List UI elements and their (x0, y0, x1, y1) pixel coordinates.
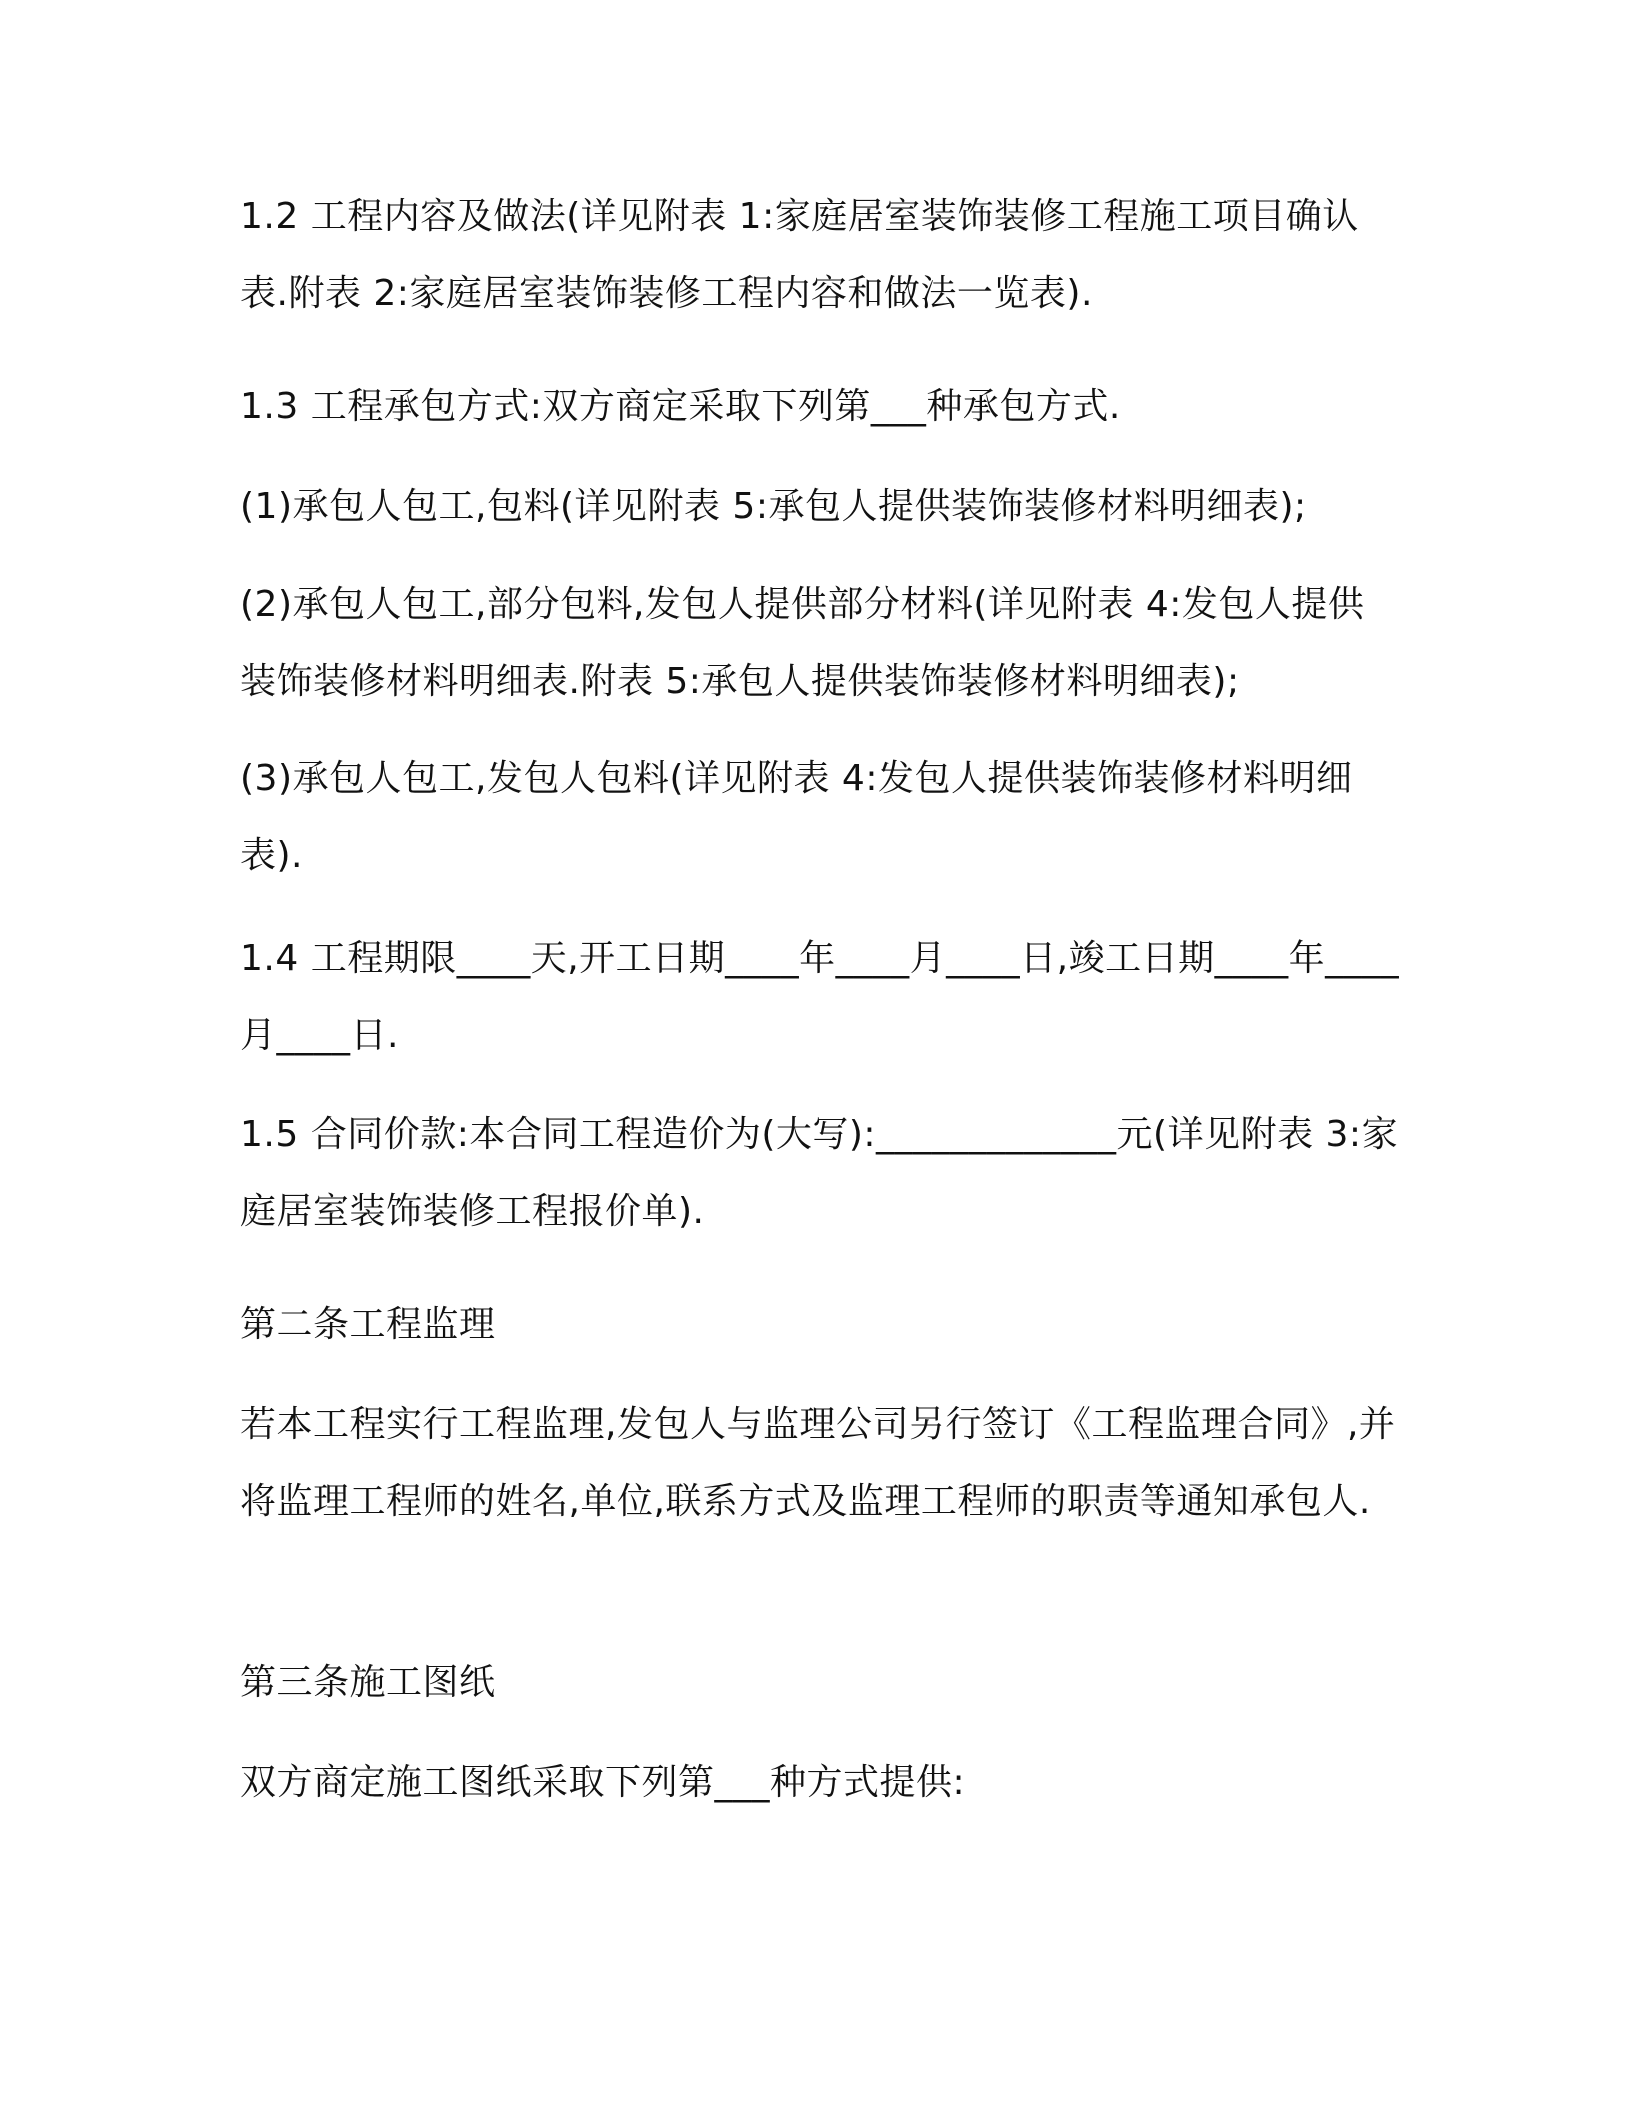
article-3-drawings-text: 双方商定施工图纸采取下列第___种方式提供: (240, 1762, 966, 1803)
clause-1-4-work-period: 1.4 工程期限____天,开工日期____年____月____日,竣工日期____年____月____日. (240, 938, 1400, 1056)
article-3-heading: 第三条施工图纸 (240, 1662, 496, 1703)
option-1-full-contract: (1)承包人包工,包料(详见附表 5:承包人提供装饰装修材料明细表); (240, 486, 1307, 527)
clause-1-5-contract-price: 1.5 合同价款:本合同工程造价为(大写):_____________元(详见附表 3:家庭居室装饰装修工程报价单). (240, 1114, 1399, 1232)
article-2-heading: 第二条工程监理 (240, 1304, 496, 1345)
clause-1-3-contract-method: 1.3 工程承包方式:双方商定采取下列第___种承包方式. (240, 386, 1121, 427)
article-2-supervision-text: 若本工程实行工程监理,发包人与监理公司另行签订《工程监理合同》,并将监理工程师的姓名,单位,联系方式及监理工程师的职责等通知承包人. (240, 1404, 1396, 1522)
option-2-partial-materials: (2)承包人包工,部分包料,发包人提供部分材料(详见附表 4:发包人提供装饰装修材料明细表.附表 5:承包人提供装饰装修材料明细表); (240, 584, 1365, 702)
clause-1-2-work-content: 1.2 工程内容及做法(详见附表 1:家庭居室装饰装修工程施工项目确认表.附表 2:家庭居室装饰装修工程内容和做法一览表). (240, 196, 1359, 314)
option-3-owner-materials: (3)承包人包工,发包人包料(详见附表 4:发包人提供装饰装修材料明细表). (240, 758, 1353, 876)
